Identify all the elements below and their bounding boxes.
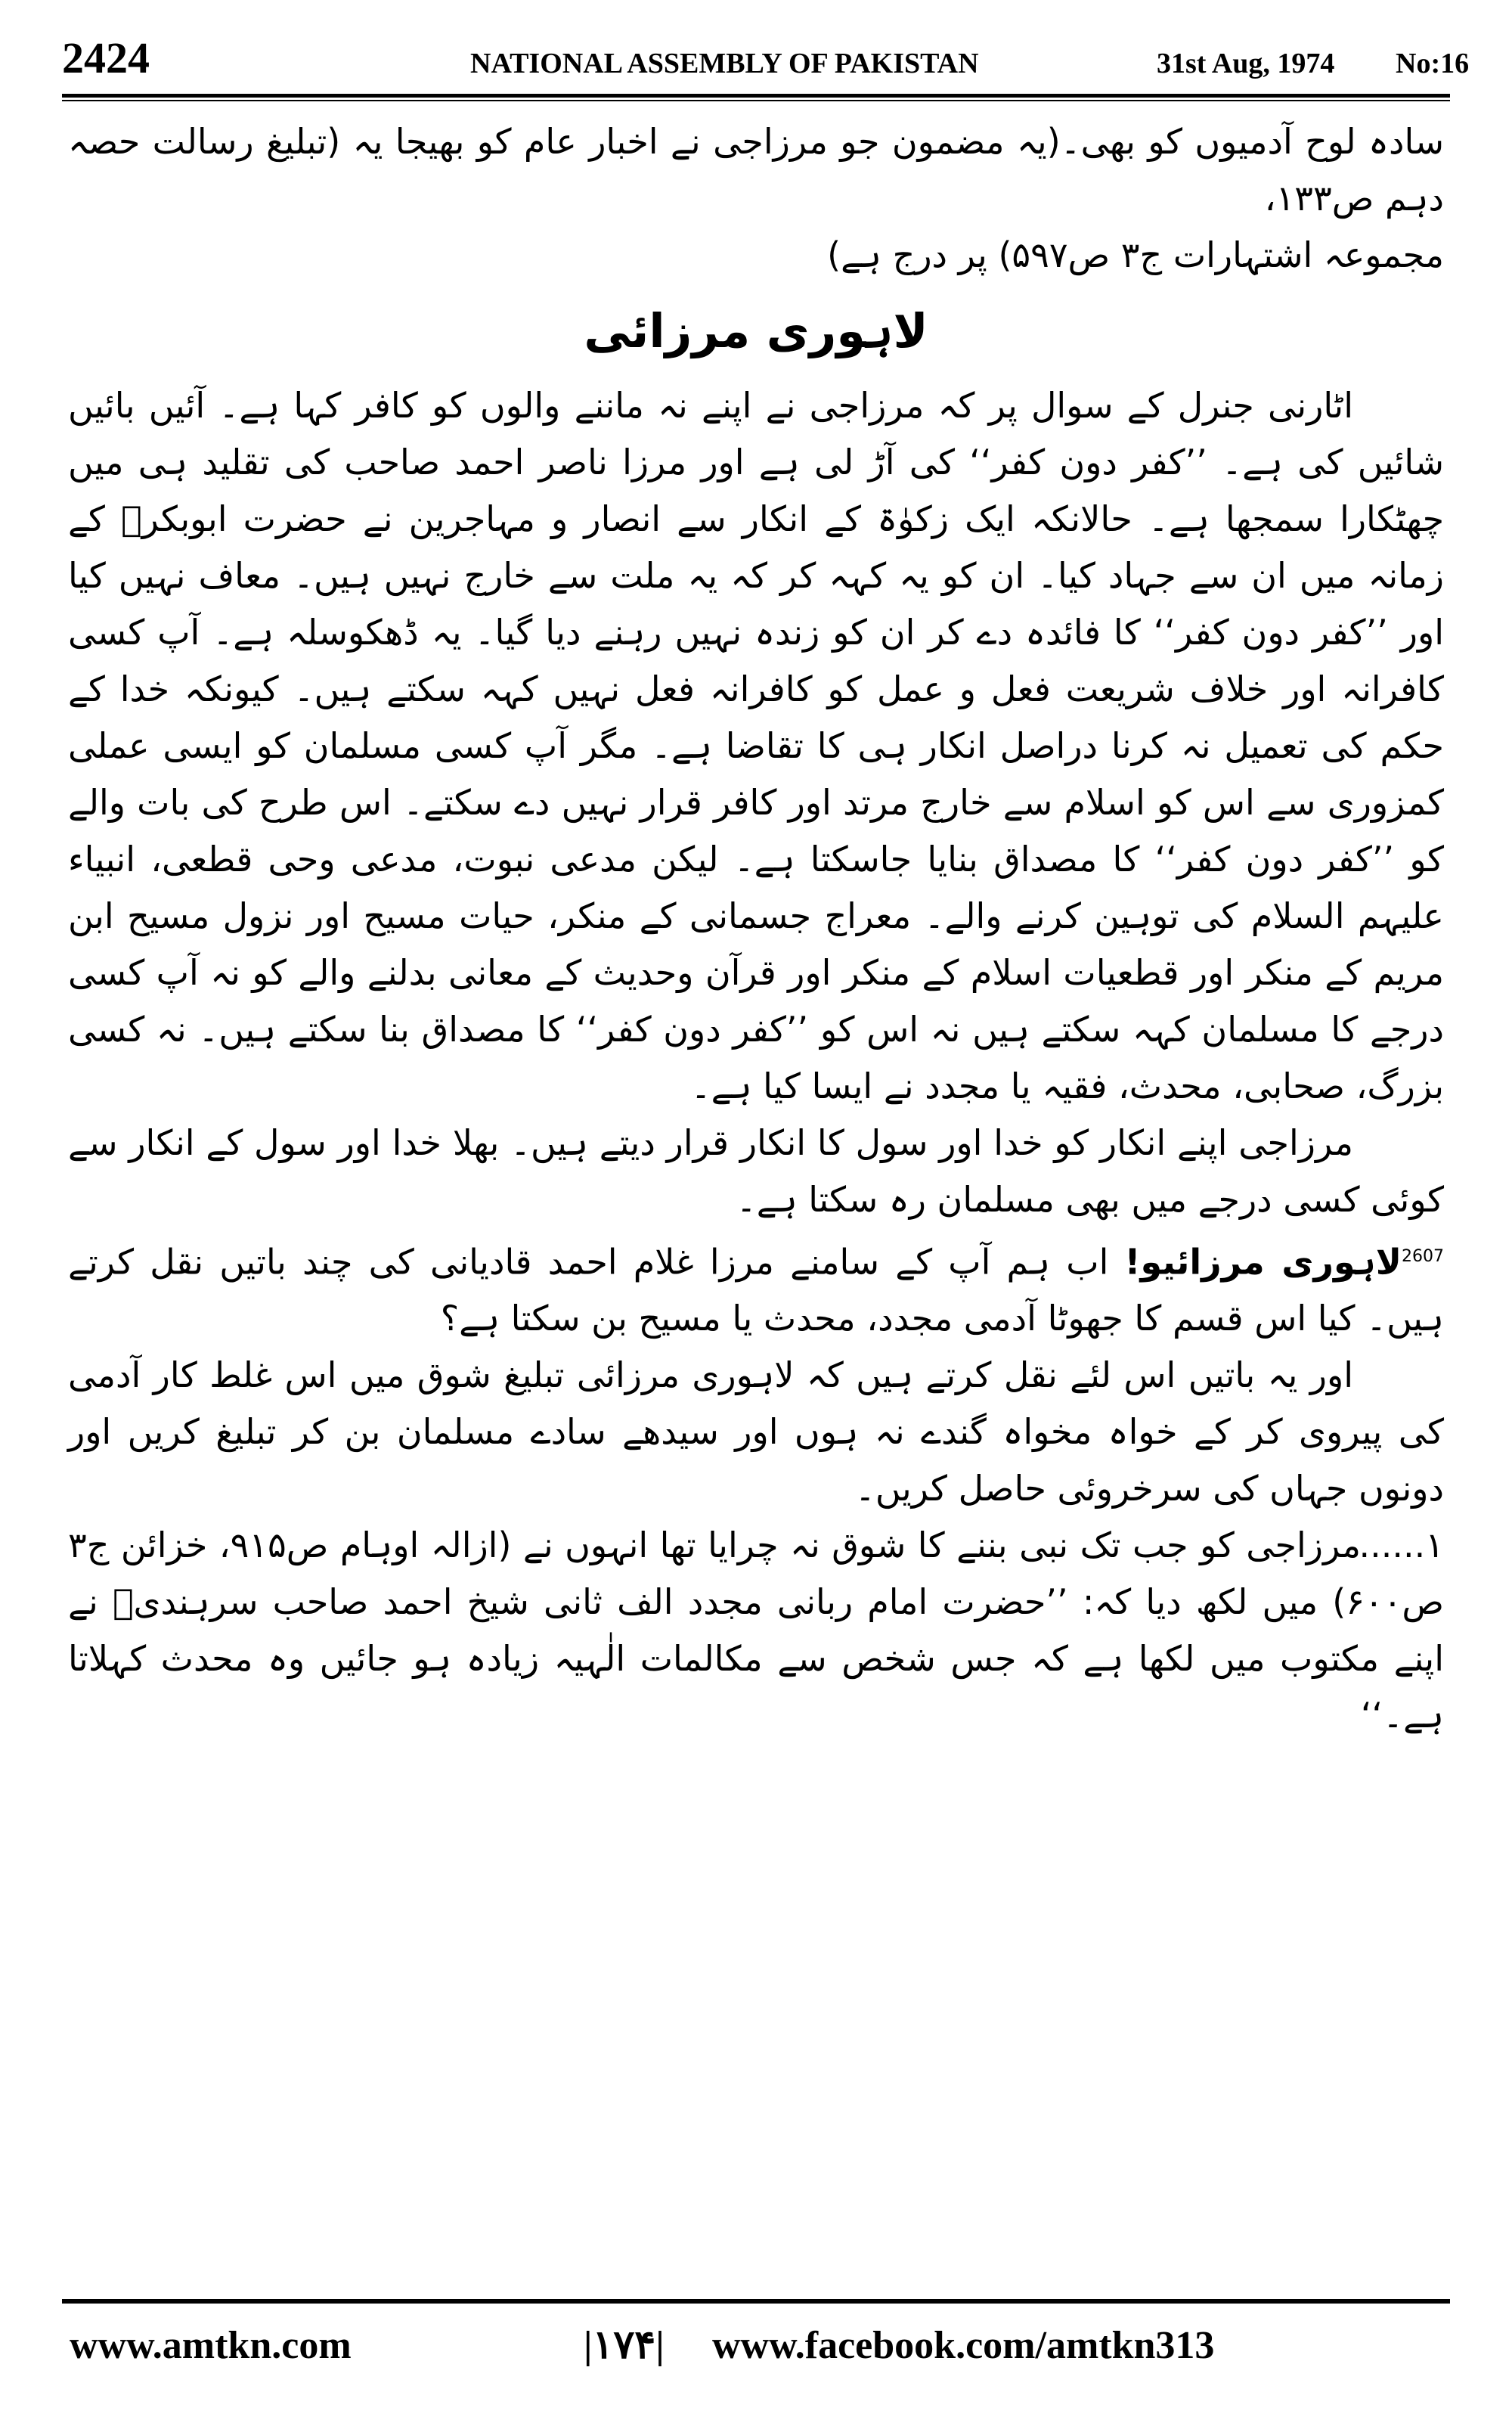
intro-line-2: مجموعہ اشتہارات ج۳ ص۵۹۷) پر درج ہے) <box>827 234 1444 275</box>
header-rule-thin <box>62 100 1450 101</box>
page-footer <box>62 2316 1450 2376</box>
paragraph-1: اٹارنی جنرل کے سوال پر کہ مرزاجی نے اپنے نہ ماننے والوں کو کافر کہا ہے۔ آئیں بائیں شائیں کی ہے۔ ’’کفر دون کفر‘‘ کی آڑ لی ہے اور مرزا ناصر احمد صاحب کی تقلید ہی میں چھٹکارا سمجھا ہے۔ حالانکہ ایک زکوٰۃ کے انکار سے انصار و مہاجرین نے حضرت ابوبکرؓ کے زمانہ میں ان سے جہاد کیا۔ ان کو یہ کہہ کر کہ یہ ملت سے خارج نہیں ہیں۔ معاف نہیں کیا اور ’’کفر دون کفر‘‘ کا فائدہ دے کر ان کو زندہ نہیں رہنے دیا گیا۔ یہ ڈھکوسلہ ہے۔ آپ کسی کافرانہ اور خلاف شریعت فعل و عمل کو کافرانہ فعل نہیں کہہ سکتے ہیں۔ کیونکہ خدا کے حکم کی تعمیل نہ کرنا دراصل انکار ہی کا تقاضا ہے۔ مگر آپ کسی مسلمان کو ایسی عملی کمزوری سے اس کو اسلام سے خارج مرتد اور کافر قرار نہیں دے سکتے۔ اس طرح کی بات والے کو ’’کفر دون کفر‘‘ کا مصداق بنایا جاسکتا ہے۔ لیکن مدعی نبوت، مدعی وحی قطعی، انبیاء علیہم السلام کی توہین کرنے والے۔ معراج جسمانی کے منکر، حیات مسیح اور نزول مسیح ابن مریم کے منکر اور قطعیات اسلام کے منکر اور قرآن وحدیث کے معانی بدلنے والے کو نہ آپ کسی درجے کا مسلمان کہہ سکتے ہیں نہ اس کو ’’کفر دون کفر‘‘ کا مصداق بنا سکتے ہیں۔ نہ کسی بزرگ، صحابی، محدث، فقیہ یا مجدد نے ایسا کیا ہے۔ <box>68 385 1444 1106</box>
assembly-title: NATIONAL ASSEMBLY OF PAKISTAN <box>470 48 979 79</box>
section-heading: لاہوری مرزائی <box>584 303 928 358</box>
paragraph-3-text: اب ہم آپ کے سامنے مرزا غلام احمد قادیانی کی چند باتیں نقل کرتے ہیں۔ کیا اس قسم کا جھوٹا آدمی مجدد، محدث یا مسیح بن سکتا ہے؟ <box>68 1241 1444 1339</box>
document-body <box>68 113 1444 2276</box>
issue-number: No:16 <box>1396 48 1470 79</box>
facebook-link[interactable]: www.facebook.com/amtkn313 <box>712 2324 1215 2367</box>
footer-rule <box>62 2299 1450 2304</box>
header-rule <box>62 94 1450 98</box>
website-link[interactable]: www.amtkn.com <box>70 2324 352 2367</box>
intro-line-1: سادہ لوح آدمیوں کو بھی۔(یہ مضمون جو مرزاجی نے اخبار عام کو بھیجا یہ (تبلیغ رسالت حصہ دہم ص۱۳۳، <box>68 121 1444 219</box>
page-number: 2424 <box>62 33 150 82</box>
paragraph-4: اور یہ باتیں اس لئے نقل کرتے ہیں کہ لاہوری مرزائی تبلیغ شوق میں اس غلط کار آدمی کی پیروی کر کے خواہ مخواہ گندے نہ ہوں اور سیدھے سادے مسلمان بن کر تبلیغ کریں اور دونوں جہاں کی سرخروئی حاصل کریں۔ <box>68 1354 1444 1509</box>
footer-page-number: |۱۷۴| <box>584 2324 665 2367</box>
paragraph-3-lead: لاہوری مرزائیو! <box>1124 1241 1402 1283</box>
paragraph-2: مرزاجی اپنے انکار کو خدا اور سول کا انکار قرار دیتے ہیں۔ بھلا خدا اور سول کے انکار سے کوئی کسی درجے میں بھی مسلمان رہ سکتا ہے۔ <box>68 1122 1444 1220</box>
paragraph-5-text: مرزاجی کو جب تک نبی بننے کا شوق نہ چرایا تھا انہوں نے (ازالہ اوہام ص۹۱۵، خزائن ج۳ ص۶۰۰) میں لکھ دیا کہ: ’’حضرت امام ربانی مجدد الف ثانی شیخ احمد صاحب سرہندیؒ نے اپنے مکتوب میں لکھا ہے کہ جس شخص سے مکالمات الٰہیہ زیادہ ہو جائیں وہ محدث کہلاتا ہے۔‘‘ <box>68 1525 1444 1736</box>
paragraph-5 <box>68 1517 1444 1744</box>
page-header <box>62 32 1470 85</box>
page-marker: 2607 <box>1402 1247 1445 1266</box>
session-date: 31st Aug, 1974 <box>1157 48 1335 79</box>
paragraph-3 <box>68 1228 1444 1347</box>
list-number: ۱...... <box>1359 1525 1444 1566</box>
